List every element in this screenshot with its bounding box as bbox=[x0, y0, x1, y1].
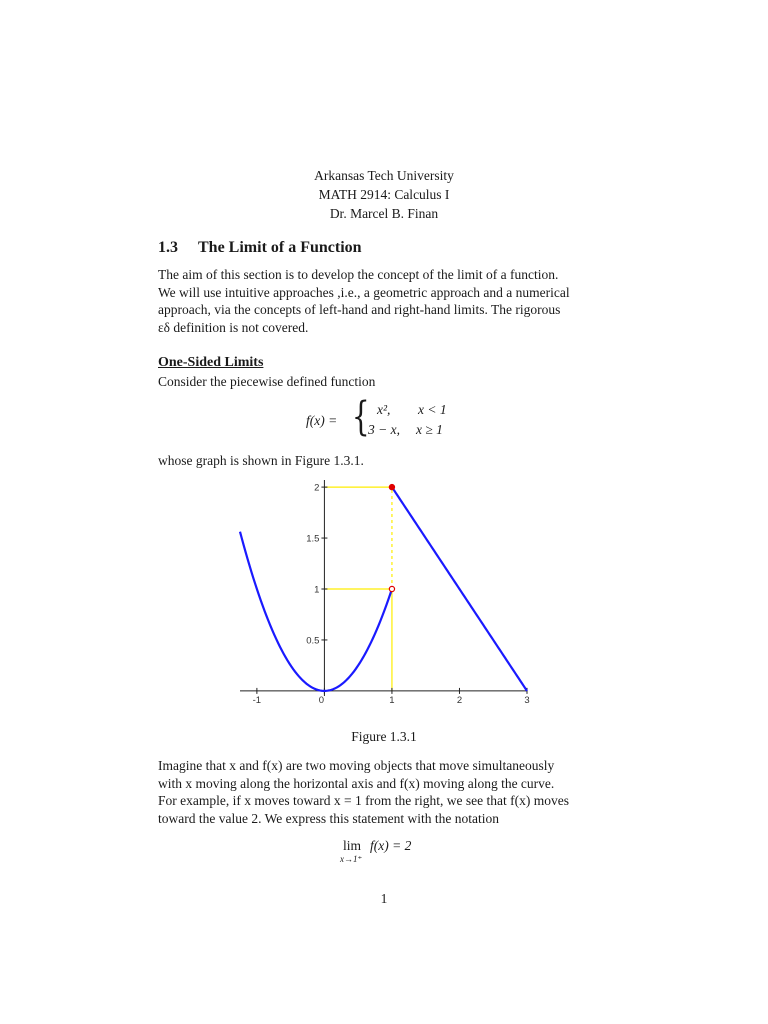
paragraph-line: approach, via the concepts of left-hand and right-hand limits. The rigorous bbox=[158, 302, 561, 317]
x-tick-label: 2 bbox=[456, 694, 463, 706]
paragraph-line: εδ definition is not covered. bbox=[158, 319, 309, 335]
author-name: Dr. Marcel B. Finan bbox=[329, 206, 439, 221]
function-lhs: f(x) = bbox=[306, 413, 338, 428]
cases-brace: { bbox=[351, 394, 370, 440]
figure-caption: Figure 1.3.1 bbox=[351, 729, 417, 744]
lim-expression: f(x) = 2 bbox=[370, 838, 412, 853]
document-header bbox=[0, 166, 768, 223]
case-1-condition: x < 1 bbox=[418, 402, 447, 417]
x-tick-label: 1 bbox=[389, 694, 395, 706]
paragraph-line: The aim of this section is to develop the concept of the limit of a function. bbox=[158, 267, 559, 282]
paragraph-line: For example, if x moves toward x = 1 from the right, we see that f(x) moves bbox=[158, 793, 570, 808]
paragraph-line: with x moving along the horizontal axis and f(x) moving along the curve. bbox=[158, 775, 555, 791]
function-plot bbox=[234, 474, 534, 714]
y-tick-label: 1.5 bbox=[306, 533, 320, 545]
open-point bbox=[389, 586, 394, 591]
section-heading bbox=[158, 239, 362, 257]
y-tick-label: 2 bbox=[314, 482, 320, 494]
figure-graph bbox=[234, 474, 534, 714]
university-name: Arkansas Tech University bbox=[314, 168, 454, 183]
x-tick-label: 0 bbox=[318, 694, 325, 706]
section-title: The Limit of a Function bbox=[198, 239, 362, 256]
filled-point bbox=[389, 484, 394, 489]
subsection-heading: One-Sided Limits bbox=[158, 355, 264, 370]
lim-subscript: x→1⁺ bbox=[340, 854, 363, 864]
plot-background bbox=[234, 474, 534, 714]
case-2-expression: 3 − x, bbox=[368, 422, 400, 437]
explanation-paragraph bbox=[158, 757, 610, 827]
intro-paragraph bbox=[158, 266, 610, 336]
paragraph-line: We will use intuitive approaches ,i.e., a geometric approach and a numerical bbox=[158, 284, 570, 300]
paragraph-line: toward the value 2. We express this statement with the notation bbox=[158, 810, 499, 826]
y-tick-label: 0.5 bbox=[306, 635, 320, 647]
y-tick-label: 1 bbox=[314, 584, 320, 596]
page-number: 1 bbox=[380, 891, 388, 906]
paragraph-line: Imagine that x and f(x) are two moving objects that move simultaneously bbox=[158, 758, 555, 773]
course-title: MATH 2914: Calculus I bbox=[318, 187, 450, 202]
case-2-condition: x ≥ 1 bbox=[416, 422, 443, 437]
case-1-expression: x², bbox=[377, 402, 391, 417]
x-tick-label: -1 bbox=[252, 694, 262, 706]
lim-operator: lim bbox=[343, 838, 362, 853]
graph-intro: whose graph is shown in Figure 1.3.1. bbox=[158, 453, 364, 468]
section-number: 1.3 bbox=[158, 239, 178, 256]
subsection-lead-in: Consider the piecewise defined function bbox=[158, 374, 376, 389]
x-tick-label: 3 bbox=[524, 694, 530, 706]
